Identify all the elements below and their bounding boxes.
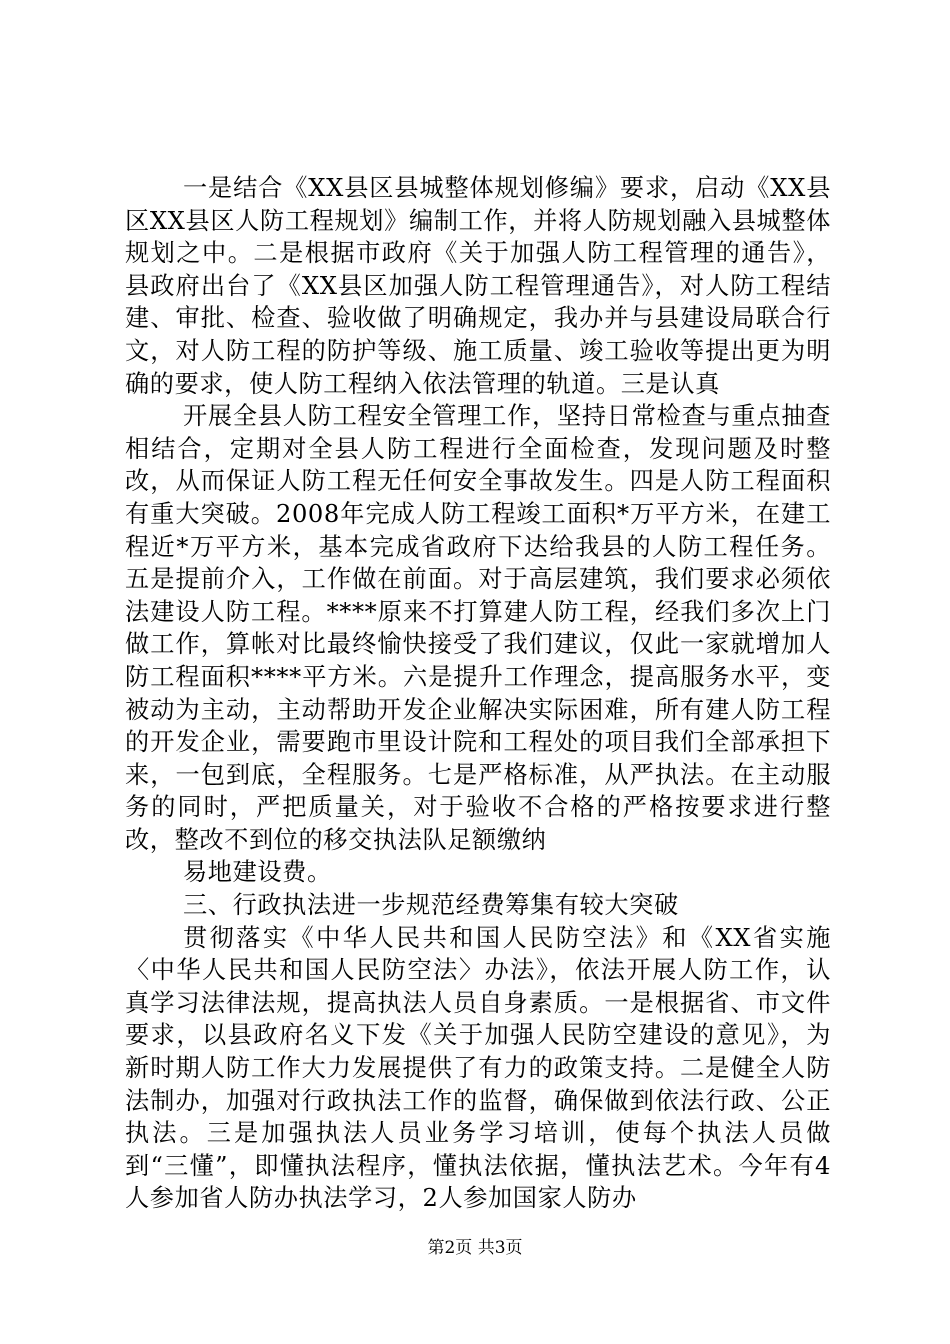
paragraph-3: 易地建设费。 <box>183 858 332 887</box>
paragraph-4: 贯彻落实《中华人民共和国人民防空法》和《XX省实施〈中华人民共和国人民防空法〉办法》，依法开展人防工作，认真学习法律法规，提高执法人员自身素质。一是根据省、市文件要求，以县政府名义下发《关于加强人民防空建设的意见》，为新时期人防工作大力发展提供了有力的政策支持。二是健全人防法制办，加强对行政执法工作的监督，确保做到依法行政、公正执法。三是加强执法人员业务学习培训，使每个执法人员做到“三懂”，即懂执法程序，懂执法依据，懂执法艺术。今年有4人参加省人防办执法学习，2人参加国家人防办 <box>125 923 831 1213</box>
paragraph-2: 开展全县人防工程安全管理工作，坚持日常检查与重点抽查相结合，定期对全县人防工程进行全面检查，发现问题及时整改，从而保证人防工程无任何安全事故发生。四是人防工程面积有重大突破。2008年完成人防工程竣工面积*万平方米，在建工程近*万平方米，基本完成省政府下达给我县的人防工程任务。五是提前介入，工作做在前面。对于高层建筑，我们要求必须依法建设人防工程。****原来不打算建人防工程，经我们多次上门做工作，算帐对比最终愉快接受了我们建议，仅此一家就增加人防工程面积****平方米。六是提升工作理念，提高服务水平，变被动为主动，主动帮助开发企业解决实际困难，所有建人防工程的开发企业，需要跑市里设计院和工程处的项目我们全部承担下来，一包到底，全程服务。七是严格标准，从严执法。在主动服务的同时，严把质量关，对于验收不合格的严格按要求进行整改，整改不到位的移交执法队足额缴纳 <box>125 402 831 854</box>
document-body <box>125 172 831 1215</box>
section-heading: 三、行政执法进一步规范经费筹集有较大突破 <box>183 891 679 920</box>
paragraph-1: 一是结合《XX县区县城整体规划修编》要求，启动《XX县区XX县区人防工程规划》编制工作，并将人防规划融入县城整体规划之中。二是根据市政府《关于加强人防工程管理的通告》，县政府出台了《XX县区加强人防工程管理通告》，对人防工程结建、审批、检查、验收做了明确规定，我办并与县建设局联合行文，对人防工程的防护等级、施工质量、竣工验收等提出更为明确的要求，使人防工程纳入依法管理的轨道。三是认真 <box>125 174 831 398</box>
page-footer: 第2页 共3页 <box>427 1238 523 1258</box>
